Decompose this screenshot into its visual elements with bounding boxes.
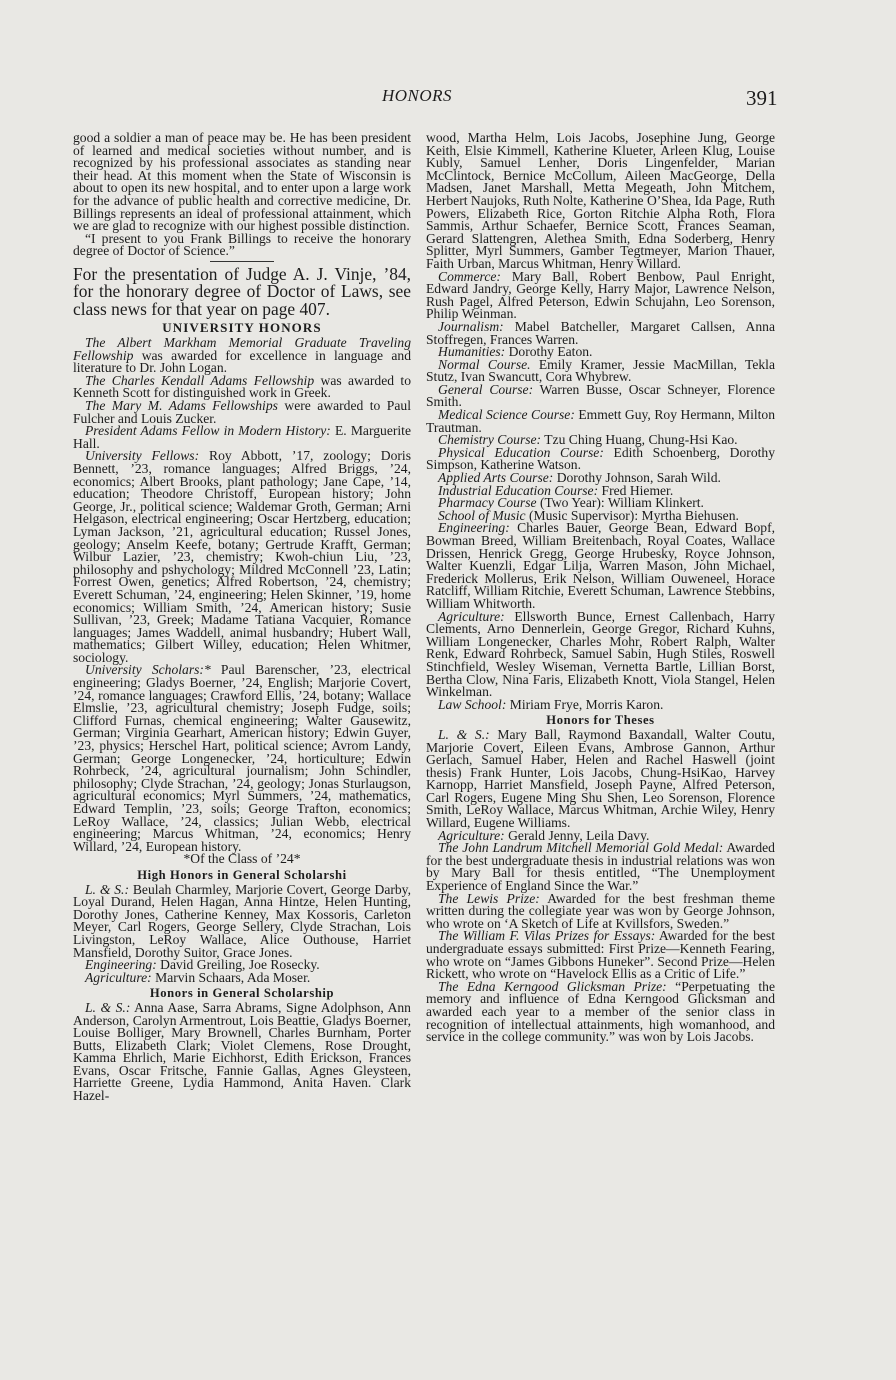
honors-entry: [73, 999, 411, 1104]
heading-honors-general: Honors in General Scholarship: [149, 986, 335, 1001]
entry-label: The Lewis Prize:: [438, 890, 540, 906]
entry-text: Emily Kramer, Jessie MacMillan, Tekla Stutz, Ivan Swancutt, Cora Whybrew.: [426, 356, 775, 385]
fellowship-entry: [73, 664, 411, 853]
entry-text: (Two Year): William Klinkert.: [536, 495, 704, 511]
entry-label: Agriculture:: [438, 827, 505, 843]
entry-text: Ellsworth Bunce, Ernest Callenbach, Harry Clements, Arno Dennerlein, George Gregor, Richard Kuhns, William Longenecker, Charles Mohr, Robert Ralph, Walter Renk, Edward Rohrbeck, Samuel Sabin, Hugh Stiles, Roswell Stinchfield, Wesley Wiseman, Vernetta Bartle, Lillian Borst, Bertha Clow, Nina Faris, Elizabeth Knott, Viola Stangel, Helen Winkelman.: [426, 608, 775, 700]
entry-label: President Adams Fellow in Modern History:: [85, 423, 331, 439]
heading-high-honors: High Honors in General Scholarshi: [137, 867, 347, 882]
entry-label: Pharmacy Course: [438, 495, 537, 511]
continued-names: wood, Martha Helm, Lois Jacobs, Josephine Jung, George Keith, Elsie Kimmell, Katherine Klueter, Arleen Klug, Louise Kubly, Samuel Lenher, Doris Lingenfelder, Marian McClintock, Bernice McCollum, Aileen MacGeorge, Della Madsen, Janet Marshall, Metta Megeath, John Mitchem, Herbert Naujoks, Ruth Nolte, Katherine O’Shea, Ida Page, Ruth Powers, Elizabeth Rice, Gorton Ritchie Alpha Roth, Flora Sammis, Arthur Schaefer, Bernice Scott, Frances Seaman, Gerard Slattengren, Alethea Smith, Edna Soderberg, Henry Splitter, Myrl Summers, Gamber Tegtmeyer, Marion Thauer, Faith Urban, Marcus Whitman, Henry Willard.: [426, 130, 775, 271]
page-number: 391: [746, 86, 778, 110]
entry-text: (Music Supervisor): Myrtha Biehusen.: [525, 507, 739, 523]
entry-text: Gerald Jenny, Leila Davy.: [504, 827, 650, 843]
entry-label: The Edna Kerngood Glicksman Prize:: [438, 978, 667, 994]
entry-text: Miriam Frye, Morris Karon.: [506, 696, 664, 712]
entry-label: Agriculture:: [85, 969, 152, 985]
entry-text: Roy Abbott, ’17, zoology; Doris Bennett, ’23, romance languages; Alfred Briggs, ’24, economics; Albert Brooks, plant pathology; Jane Cape, ’14, education; Theodore Christoff, European history; John George, Jr., political science; Waldemar Groth, German; Arni Helgason, electrical engineering; Oscar Hertzberg, education; Lyman Jackson, ’21, agricultural education; Russel Jones, geology; Anselm Keefe, botany; Gertrude Krafft, German; Wilbur Lazier, ’23, chemistry; Kwoh-chiun Liu, ’23, philosophy and pshychology; Mildred McConnell ’23, Latin; Forrest Owen, genetics; Alfred Robertson, ’24, chemistry; Everett Schuman, ’24, engineering; Helen Skinner, ’19, home economics; William Smith, ’24, American history; Susie Sullivan, ’23, Greek; Madame Tatiana Vacquier, Romance languages; James Waddell, animal husbandry; Hubert Wall, mathematics; Gilbert Willey, education; Helen Whitmer, sociology.: [73, 448, 411, 665]
entry-label: University Scholars:*: [85, 662, 211, 678]
entry-text: Dorothy Eaton.: [505, 344, 593, 360]
entry-label: The John Landrum Mitchell Memorial Gold Medal:: [438, 840, 724, 856]
entry-text: Awarded for the best freshman theme written during the collegiate year was won by George Johnson, who wrote on ‘A Sketch of Life at Kvillsfors, Sweden.”: [426, 890, 775, 931]
entry-text: Awarded for the best undergraduate thesis in industrial relations was won by Mary Ball for thesis entitled, “The Unemployment Experience of England Since the War.”: [426, 840, 775, 894]
entry-label: Law School:: [438, 696, 507, 712]
entry-text: Dorothy Johnson, Sarah Wild.: [553, 470, 721, 486]
entry-label: Engineering:: [85, 957, 157, 973]
entry-label: Applied Arts Course:: [438, 470, 554, 486]
right-column: [426, 132, 775, 1044]
course-entry: [426, 522, 775, 610]
entry-label: L. & S.:: [85, 999, 131, 1015]
course-entry: [426, 381, 775, 410]
entry-label: L. & S.:: [85, 881, 129, 897]
course-entry: [426, 268, 775, 322]
fellowship-entry: [73, 337, 411, 375]
entry-label: Physical Education Course:: [438, 444, 604, 460]
entry-text: Emmett Guy, Roy Hermann, Milton Trautman.: [426, 407, 775, 435]
course-entry: [426, 318, 775, 347]
entry-label: Industrial Education Course:: [438, 482, 599, 498]
entry-label: The Mary M. Adams Fellowships: [85, 398, 278, 413]
entry-text: Fred Hiemer.: [598, 482, 674, 498]
entry-text: Mary Ball, Raymond Baxandall, Walter Coutu, Marjorie Covert, Eileen Evans, Ambrose Gannon, Arthur Gerlach, Samuel Haber, Helen and Rachel Haswell (joint thesis) Frank Hunter, Lois Jacobs, Chung-HsiKao, Harvey Karnopp, Harriet Mansfield, Joseph Payne, Alfred Peterson, Carl Rogers, Eugene Ming Shu Shen, Leo Sorenson, Florence Smith, LeRoy Wallace, Marcus Whitman, Archie Wiley, Henry Willard, Eugene Williams.: [426, 726, 775, 831]
left-column: [73, 132, 411, 1103]
entry-label: Agriculture:: [438, 608, 505, 624]
paragraph-vinje: For the presentation of Judge A. J. Vinje, ’84, for the honorary degree of Doctor of Laws, see class news for that year on page 407.: [73, 263, 411, 319]
paragraph-billings: good a soldier a man of peace may be. He has been president of learned and medical societies without number, and is recognized by his professional associates as standing near their head. At this moment when the State of Wisconsin is about to open its new hospital, and to enter upon a large work for the advance of public health and corrective medicine, Dr. Billings represents an ideal of professional attainment, which we are glad to recognize with our highest possible distinction.: [73, 130, 411, 234]
entry-label: The William F. Vilas Prizes for Essays:: [438, 928, 656, 944]
fellowship-entry: [73, 425, 411, 450]
course-entry: [426, 444, 775, 473]
heading-honors-theses: Honors for Theses: [546, 713, 655, 728]
entry-label: University Fellows:: [85, 448, 200, 464]
prize-entry: [426, 890, 775, 931]
prize-entry: [426, 842, 775, 892]
entry-text: Paul Barenscher, ’23, electrical engineering; Gladys Boerner, ’24, English; Marjorie Covert, ’24, romance languages; Crawford Ellis, ’24, botany; Wallace Elmslie, ’23, agricultural chemistry; Joseph Fudge, soils; Clifford Furnas, chemical engineering; Walter Gausewitz, German; Virginia Gearhart, American history; Edwin Guyer, ’23, physics; Herschel Hart, political science; Avrom Landy, German; George Longenecker, ’24, horticulture; Edwin Rohrbeck, ’24, agricultural journalism; John Schindler, philosophy; Clyde Strachan, ’24, geology; Jonas Sturlaugson, agricultural economics; Myrl Summers, ’24, mathematics, Edward Templin, ’23, soils; George Trafton, economics; LeRoy Wallace, ’24, classics; Julian Webb, electrical engineering; Marcus Whitman, ’24, economics; Henry Willard, ’24, European history.: [73, 662, 411, 854]
entry-text: “Perpetuating the memory and influence of Edna Kerngood Glicksman and awarded each year to a member of the senior class in recognition of intellectual attainments, high womanhood, and service in the college community.” was won by Lois Jacobs.: [426, 978, 775, 1045]
entry-label: Journalism:: [438, 318, 504, 334]
entry-label: Normal Course.: [438, 356, 531, 372]
entry-text: Mary Ball, Robert Benbow, Paul Enright, Edward Jandry, George Kelly, Harry Major, Lawrence Nelson, Rush Pagel, Alfred Peterson, Edwin Schujahn, Leo Sorenson, Philip Weinman.: [426, 268, 775, 322]
entry-text: David Greiling, Joe Rosecky.: [156, 957, 320, 973]
thesis-entry: [426, 726, 775, 831]
high-honors-entry: [73, 881, 411, 960]
entry-label: Engineering:: [438, 520, 510, 536]
course-entry: [426, 608, 775, 700]
entry-text: was awarded to Kenneth Scott for distinguished work in Greek.: [73, 372, 411, 401]
entry-text: Marvin Schaars, Ada Moser.: [151, 969, 311, 985]
entry-text: was awarded for excellence in language and literature to Dr. John Logan.: [73, 347, 411, 376]
paragraph-presentation-quote: “I present to you Frank Billings to receive the honorary degree of Doctor of Science.”: [73, 230, 411, 259]
section-divider: [210, 261, 274, 262]
entry-text: Charles Bauer, George Bean, Edward Bopf, Bowman Breed, William Breitenbach, Royal Coates, Wallace Drissen, Henrick Gregg, George Hrubesky, Royce Johnson, Walter Kuenzli, Edgar Lilja, Warren Mason, John Michael, Frederick Mollerus, Erik Nelson, William Ouweneel, Horace Ratcliff, William Ritchie, Everett Schuman, Lawrence Stebbins, William Whitworth.: [426, 520, 775, 611]
high-honors-entry: [73, 969, 411, 985]
entry-label: Humanities:: [438, 344, 506, 360]
heading-university-honors: UNIVERSITY HONORS: [162, 320, 322, 336]
fellowship-entry: [73, 372, 411, 401]
course-entry: [426, 409, 775, 434]
prize-entry: [426, 978, 775, 1045]
entry-label: Medical Science Course:: [438, 407, 575, 423]
entry-label: The Charles Kendall Adams Fellowship: [85, 372, 315, 388]
entry-text: Mabel Batcheller, Margaret Callsen, Anna Stoffregen, Frances Warren.: [426, 318, 775, 347]
running-head: HONORS: [382, 86, 453, 105]
entry-text: Anna Aase, Sarra Abrams, Signe Adolphson, Ann Anderson, Carolyn Armentrout, Lois Beattie, Gladys Boerner, Louise Bolliger, Mary Brownell, Charles Burnham, Porter Butts, Elizabeth Clark; Violet Clemens, Rose Drought, Kamma Ehrlich, Marie Eichhorst, Edith Erickson, Frances Evans, Oscar Fritsche, Fannie Gallas, Agnes Gleysteen, Harriette Greene, Lydia Hammond, Anita Haven. Clark Hazel-: [73, 999, 411, 1104]
entry-label: Chemistry Course:: [438, 432, 542, 448]
entry-text: were awarded to Paul Fulcher and Louis Zucker.: [73, 398, 411, 426]
entry-label: General Course:: [438, 381, 534, 397]
entry-text: Beulah Charmley, Marjorie Covert, George Darby, Loyal Durand, Helen Hagan, Anna Hintze, Helen Hunting, Dorothy Jones, Catherine Kenney, Max Kossoris, Carleton Meyer, Carl Rogers, George Sellery, Clyde Strachan, Lois Livingston, LeRoy Wallace, Alice Outhouse, Harriet Mansfield, Dorothy Suitor, Grace Jones.: [73, 881, 411, 960]
course-entry: [426, 696, 775, 712]
fellowship-entry: [73, 400, 411, 425]
entry-label: School of Music: [438, 507, 526, 523]
entry-text: E. Marguerite Hall.: [73, 423, 411, 451]
entry-text: Tzu Ching Huang, Chung-Hsi Kao.: [541, 432, 738, 448]
prize-entry: [426, 930, 775, 980]
course-entry: [426, 356, 775, 385]
entry-label: The Albert Markham Memorial Graduate Traveling Fellowship: [73, 335, 411, 363]
entry-text: Warren Busse, Oscar Schneyer, Florence Smith.: [426, 381, 775, 410]
entry-text: Awarded for the best undergraduate essays submitted: First Prize—Kenneth Fearing, who wrote on “James Gibbons Huneker”. Second Prize—Helen Rickett, who wrote on “Havelock Ellis as a Critic of Life.”: [426, 928, 775, 982]
fellowship-entry: [73, 450, 411, 664]
entry-label: L. & S.:: [438, 726, 490, 742]
footnote: *Of the Class of ’24*: [183, 851, 301, 867]
entry-text: Edith Schoenberg, Dorothy Simpson, Katherine Watson.: [426, 444, 775, 473]
entry-label: Commerce:: [438, 268, 501, 284]
